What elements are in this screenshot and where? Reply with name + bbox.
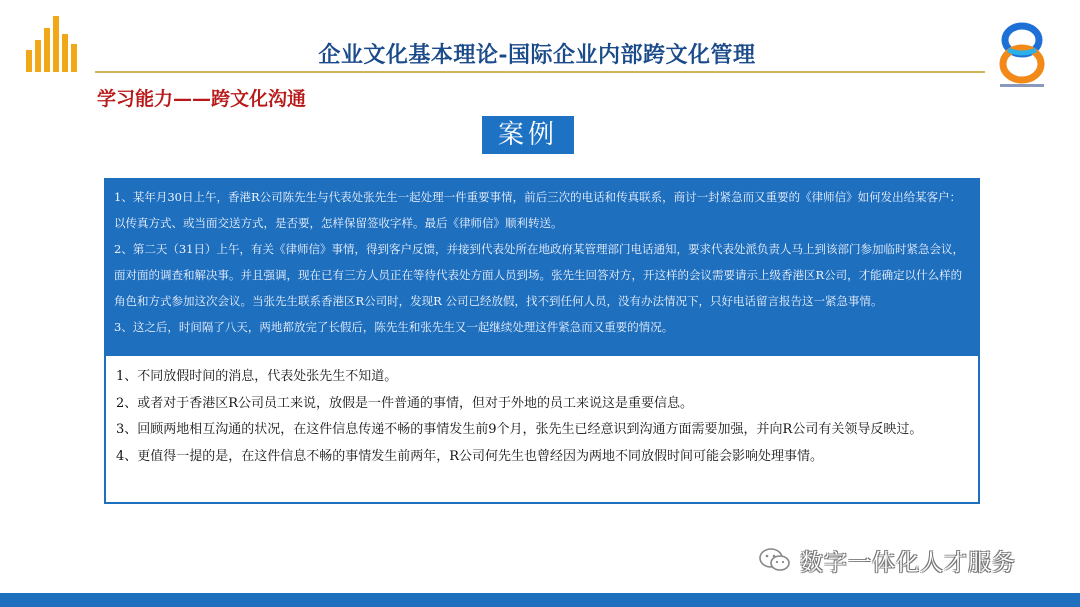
watermark xyxy=(758,543,1016,577)
watermark-text: 数字一体化人才服务 xyxy=(800,549,1016,576)
infinity-brand-logo-icon xyxy=(994,22,1050,92)
analysis-point: 2、或者对于香港区R公司员工来说，放假是一件普通的事情，但对于外地的员工来说这是重要信息。 xyxy=(116,395,694,411)
case-paragraph: 2、第二天（31日）上午，有关《律师信》事情，得到客户反馈，并接到代表处所在地政府某管理部门电话通知，要求代表处派负责人马上到该部门参加临时紧急会议，面对面的调查和解决事。并且强调，现在已有三方人员正在等待代表处方面人员到场。张先生回答对方，开这样的会议需要请示上级香港区R公司，才能确定以什么样的角色和方式参加这次会议。当张先生联系香港区R公司时，发现R 公司已经放假，找不到任何人员，没有办法情况下，只好电话留言报告这一紧急事情。 xyxy=(114,242,964,308)
case-paragraph: 3、这之后，时间隔了八天，两地都放完了长假后，陈先生和张先生又一起继续处理这件紧急而又重要的情况。 xyxy=(114,320,674,334)
footer-band xyxy=(0,593,1080,607)
analysis-box xyxy=(104,354,980,504)
bar-chart-logo-icon xyxy=(26,16,78,72)
title-divider xyxy=(95,71,985,73)
case-description-box xyxy=(104,178,980,354)
wechat-icon xyxy=(758,546,792,574)
case-label: 案例 xyxy=(482,116,574,154)
analysis-point: 1、不同放假时间的消息，代表处张先生不知道。 xyxy=(116,369,398,384)
analysis-point: 3、回顾两地相互沟通的状况，在这件信息传递不畅的事情发生前9个月，张先生已经意识到沟通方面需要加强，并向R公司有关领导反映过。 xyxy=(116,422,923,437)
case-paragraph: 1、某年月30日上午，香港R公司陈先生与代表处张先生一起处理一件重要事情，前后三次的电话和传真联系，商讨一封紧急而又重要的《律师信》如何发出给某客户：以传真方式、或当面交送方式，是否要，怎样保留签收字样。最后《律师信》顺利转送。 xyxy=(114,190,962,230)
section-subtitle: 学习能力——跨文化沟通 xyxy=(97,88,307,110)
page-title: 企业文化基本理论-国际企业内部跨文化管理 xyxy=(318,42,756,68)
analysis-point: 4、更值得一提的是，在这件信息不畅的事情发生前两年，R公司何先生也曾经因为两地不同放假时间可能会影响处理事情。 xyxy=(116,448,824,464)
